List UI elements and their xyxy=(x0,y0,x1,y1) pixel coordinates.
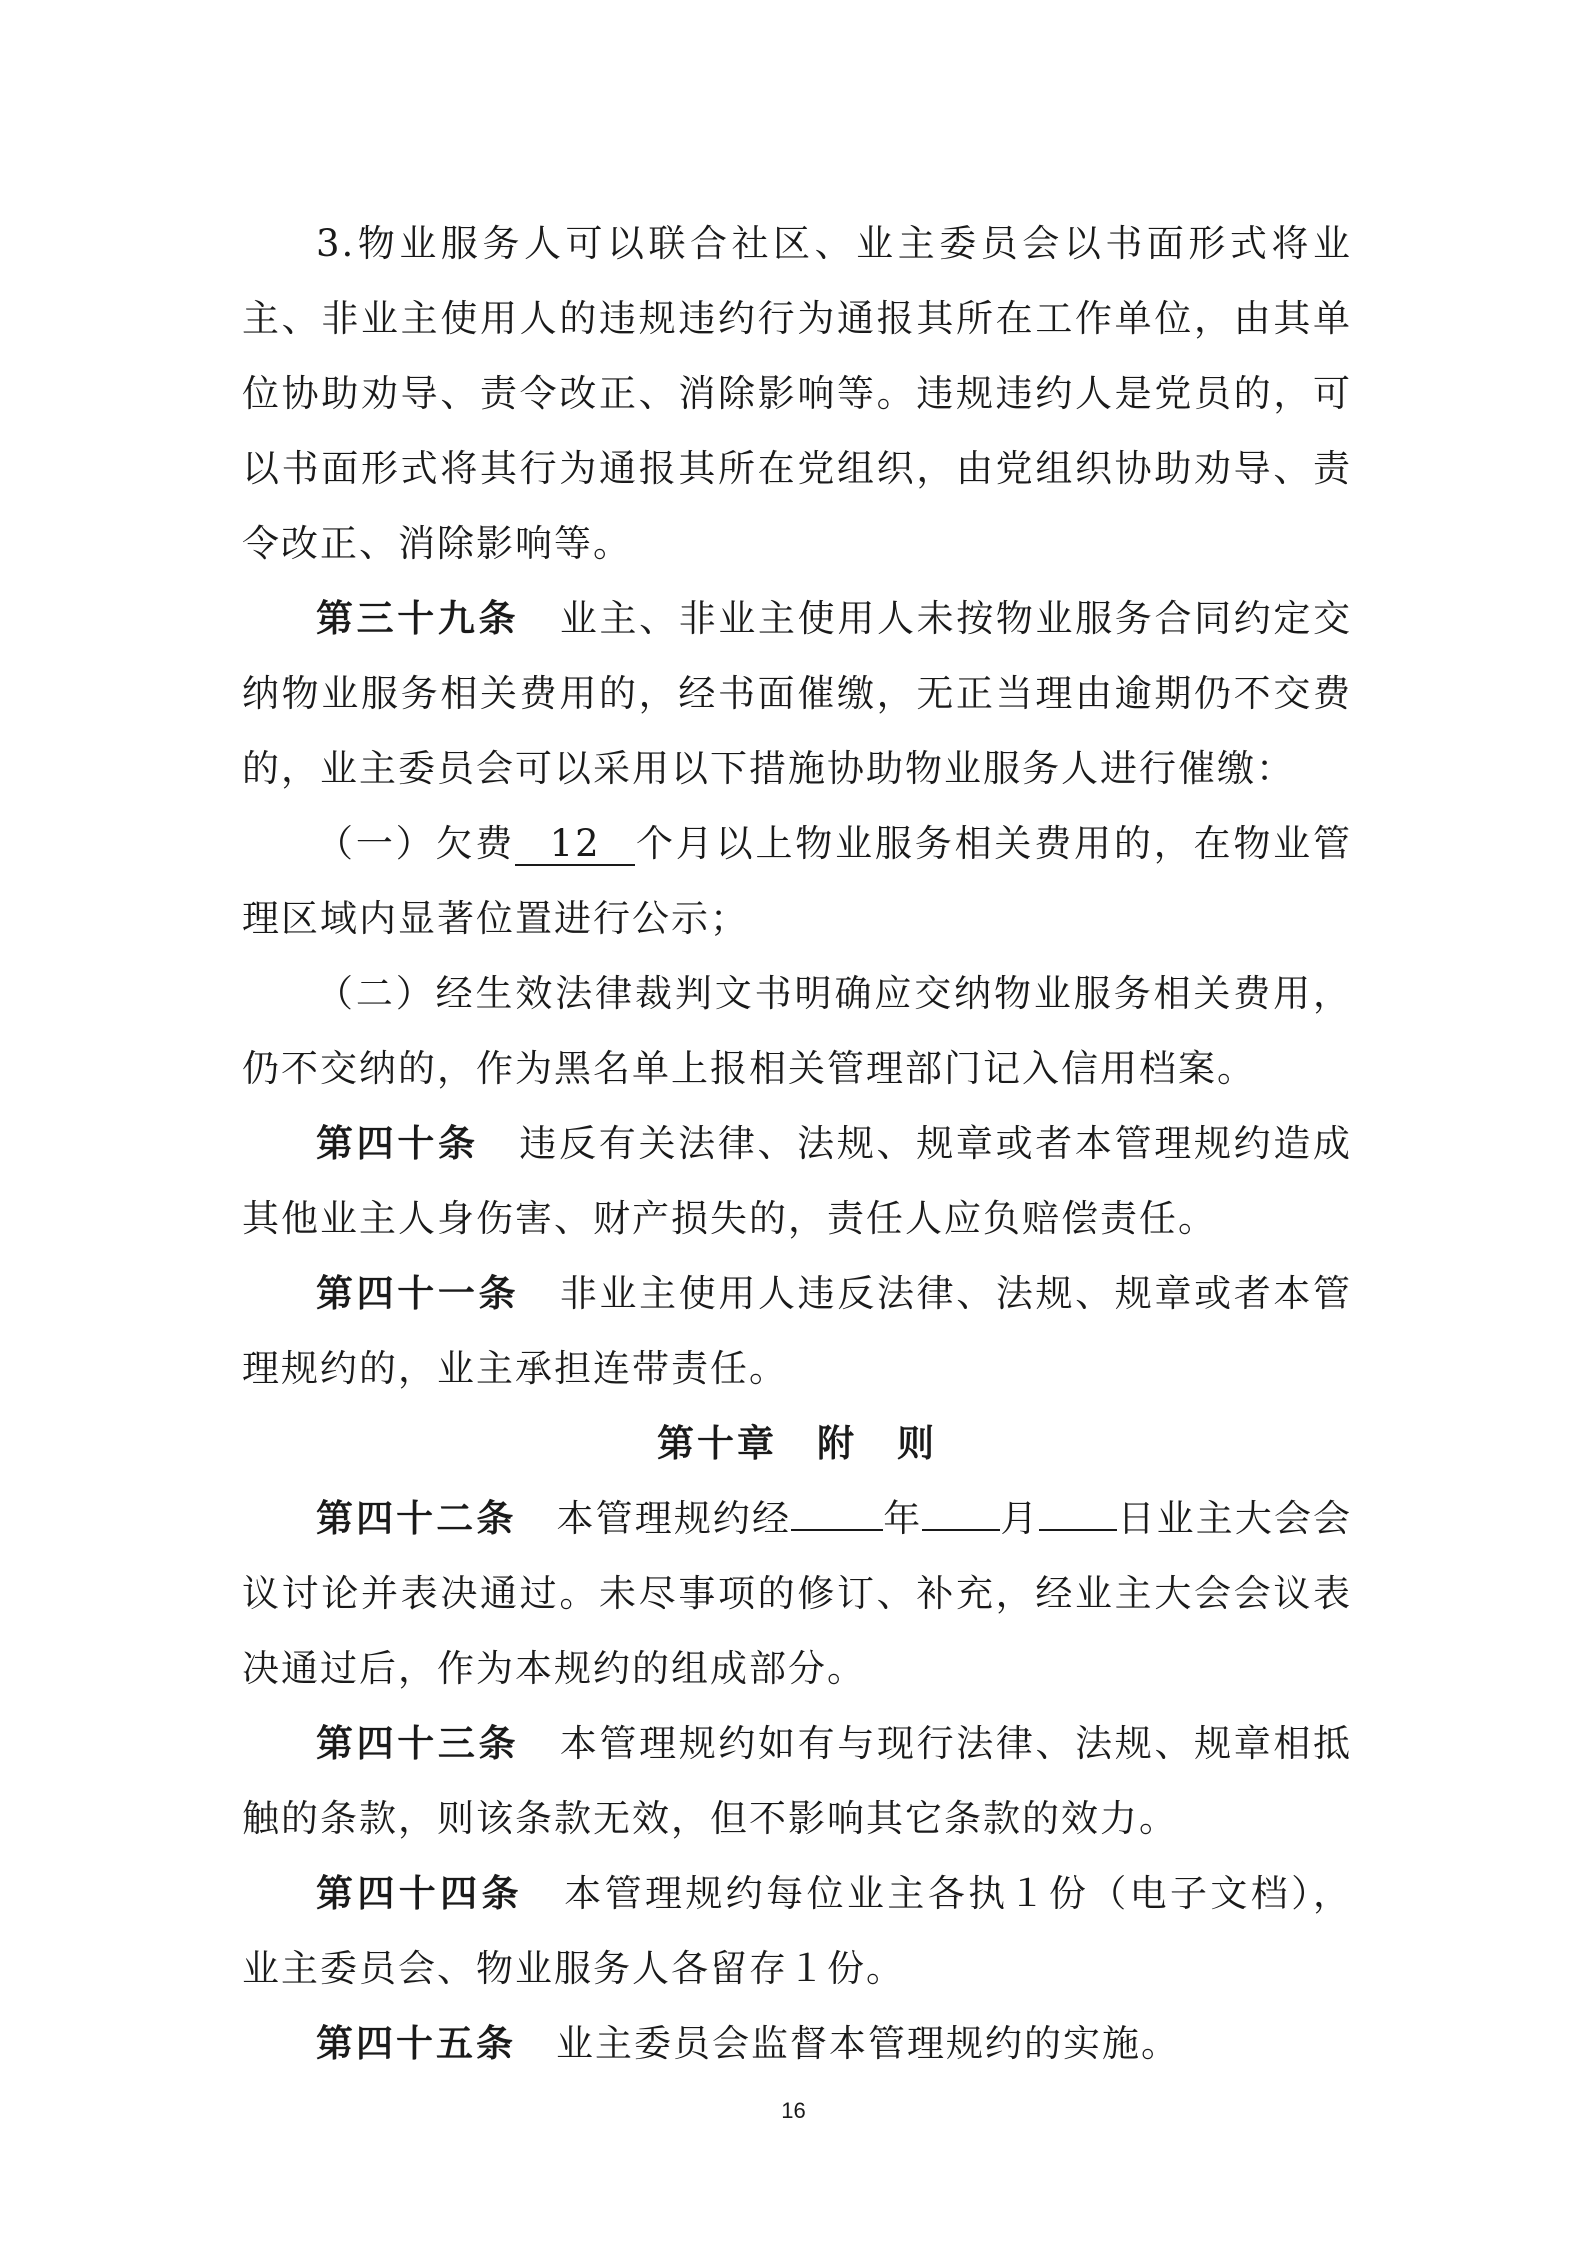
months-blank: 12 xyxy=(515,824,635,866)
article-39-title: 第三十九条 xyxy=(316,596,520,640)
article-41-title: 第四十一条 xyxy=(316,1271,520,1315)
article-43 xyxy=(242,1706,1352,1856)
article-42-title: 第四十二条 xyxy=(316,1496,517,1540)
page-number: 16 xyxy=(781,2098,806,2123)
list-item-1-prefix: （一）欠费 xyxy=(316,822,516,865)
article-43-text: 本管理规约如有与现行法律、法规、规章相抵触的条款，则该条款无效，但不影响其它条款的效力。 xyxy=(242,1722,1353,1840)
year-blank xyxy=(791,1529,883,1531)
list-item-2 xyxy=(242,956,1352,1106)
list-item-1-suffix: 个月以上物业服务相关费用的，在物业管理区域内显著位置进行公示； xyxy=(242,822,1353,940)
chapter-heading xyxy=(242,1406,1352,1481)
month-blank xyxy=(922,1529,1000,1531)
article-45-title: 第四十五条 xyxy=(316,2021,516,2065)
article-44-text: 本管理规约每位业主各执１份（电子文档），业主委员会、物业服务人各留存１份。 xyxy=(242,1872,1353,1990)
paragraph-text: 3.物业服务人可以联合社区、业主委员会以书面形式将业主、非业主使用人的违规违约行为通报其所在工作单位，由其单位协助劝导、责令改正、消除影响等。违规违约人是党员的，可以书面形式将其行为通报其所在党组织，由党组织协助劝导、责令改正、消除影响等。 xyxy=(242,222,1352,565)
chapter-title: 附 则 xyxy=(817,1421,937,1465)
article-41-text: 非业主使用人违反法律、法规、规章或者本管理规约的，业主承担连带责任。 xyxy=(242,1272,1353,1390)
article-40 xyxy=(242,1106,1352,1256)
paragraph-item-3 xyxy=(242,206,1352,581)
article-44-title: 第四十四条 xyxy=(316,1871,523,1915)
chapter-number: 第十章 xyxy=(657,1421,777,1465)
article-42-suffix: 日业主大会会议讨论并表决通过。未尽事项的修订、补充，经业主大会会议表决通过后，作为本规约的组成部分。 xyxy=(242,1497,1353,1690)
article-39-text: 业主、非业主使用人未按物业服务合同约定交纳物业服务相关费用的，经书面催缴，无正当理由逾期仍不交费的，业主委员会可以采用以下措施协助物业服务人进行催缴： xyxy=(242,597,1353,790)
article-40-text: 违反有关法律、法规、规章或者本管理规约造成其他业主人身伤害、财产损失的，责任人应负赔偿责任。 xyxy=(242,1122,1353,1240)
year-label: 年 xyxy=(883,1497,923,1540)
month-label: 月 xyxy=(1000,1497,1040,1540)
day-blank xyxy=(1039,1529,1117,1531)
document-body xyxy=(242,206,1352,2081)
article-42 xyxy=(242,1481,1352,1706)
article-45 xyxy=(242,2006,1352,2081)
article-41 xyxy=(242,1256,1352,1406)
article-39 xyxy=(242,581,1352,806)
article-40-title: 第四十条 xyxy=(316,1121,479,1165)
article-45-text: 业主委员会监督本管理规约的实施。 xyxy=(556,2022,1180,2065)
list-item-2-text: （二）经生效法律裁判文书明确应交纳物业服务相关费用，仍不交纳的，作为黑名单上报相关管理部门记入信用档案。 xyxy=(242,972,1352,1090)
article-43-title: 第四十三条 xyxy=(316,1721,520,1765)
article-42-prefix: 本管理规约经 xyxy=(556,1497,792,1540)
list-item-1 xyxy=(242,806,1352,956)
article-44 xyxy=(242,1856,1352,2006)
